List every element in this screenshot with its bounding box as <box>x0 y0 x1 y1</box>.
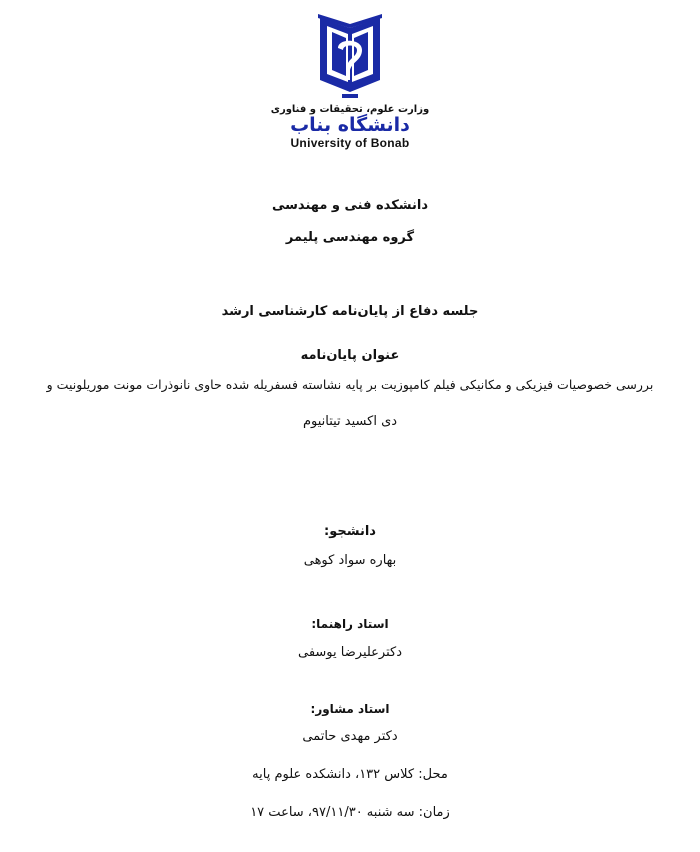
advisor-name: دکترعلیرضا یوسفی <box>298 645 402 660</box>
consultant-label: استاد مشاور: <box>310 702 390 716</box>
thesis-heading: عنوان پایان‌نامه <box>300 348 400 363</box>
faculty-name: دانشکده فنی و مهندسی <box>272 198 428 213</box>
university-emblem-icon <box>314 10 386 102</box>
consultant-name: دکتر مهدی حاتمی <box>302 729 398 744</box>
session-title: جلسه دفاع از پایان‌نامه کارشناسی ارشد <box>221 304 479 319</box>
ministry-label: وزارت علوم، تحقیقات و فناوری <box>270 104 430 115</box>
university-logo <box>270 10 430 178</box>
student-label: دانشجو: <box>324 524 376 539</box>
university-name-fa: دانشگاه بناب <box>290 114 410 136</box>
thesis-title-line-2: دی اکسید تیتانیوم <box>302 414 398 429</box>
university-name-en: University of Bonab <box>290 136 410 150</box>
thesis-title-line-1: بررسی خصوصیات فیزیکی و مکانیکی فیلم کامپوزیت بر پایه نشاسته فسفریله شده حاوی نانوذرات مونت موریلونیت و <box>46 377 654 392</box>
student-name: بهاره سواد کوهی <box>303 553 397 568</box>
department-name: گروه مهندسی پلیمر <box>285 230 415 245</box>
defense-time: زمان: سه شنبه ۹۷/۱۱/۳۰، ساعت ۱۷ <box>250 805 450 820</box>
advisor-label: استاد راهنما: <box>311 617 389 631</box>
defense-location: محل: کلاس ۱۳۲، دانشکده علوم پایه <box>252 767 448 782</box>
